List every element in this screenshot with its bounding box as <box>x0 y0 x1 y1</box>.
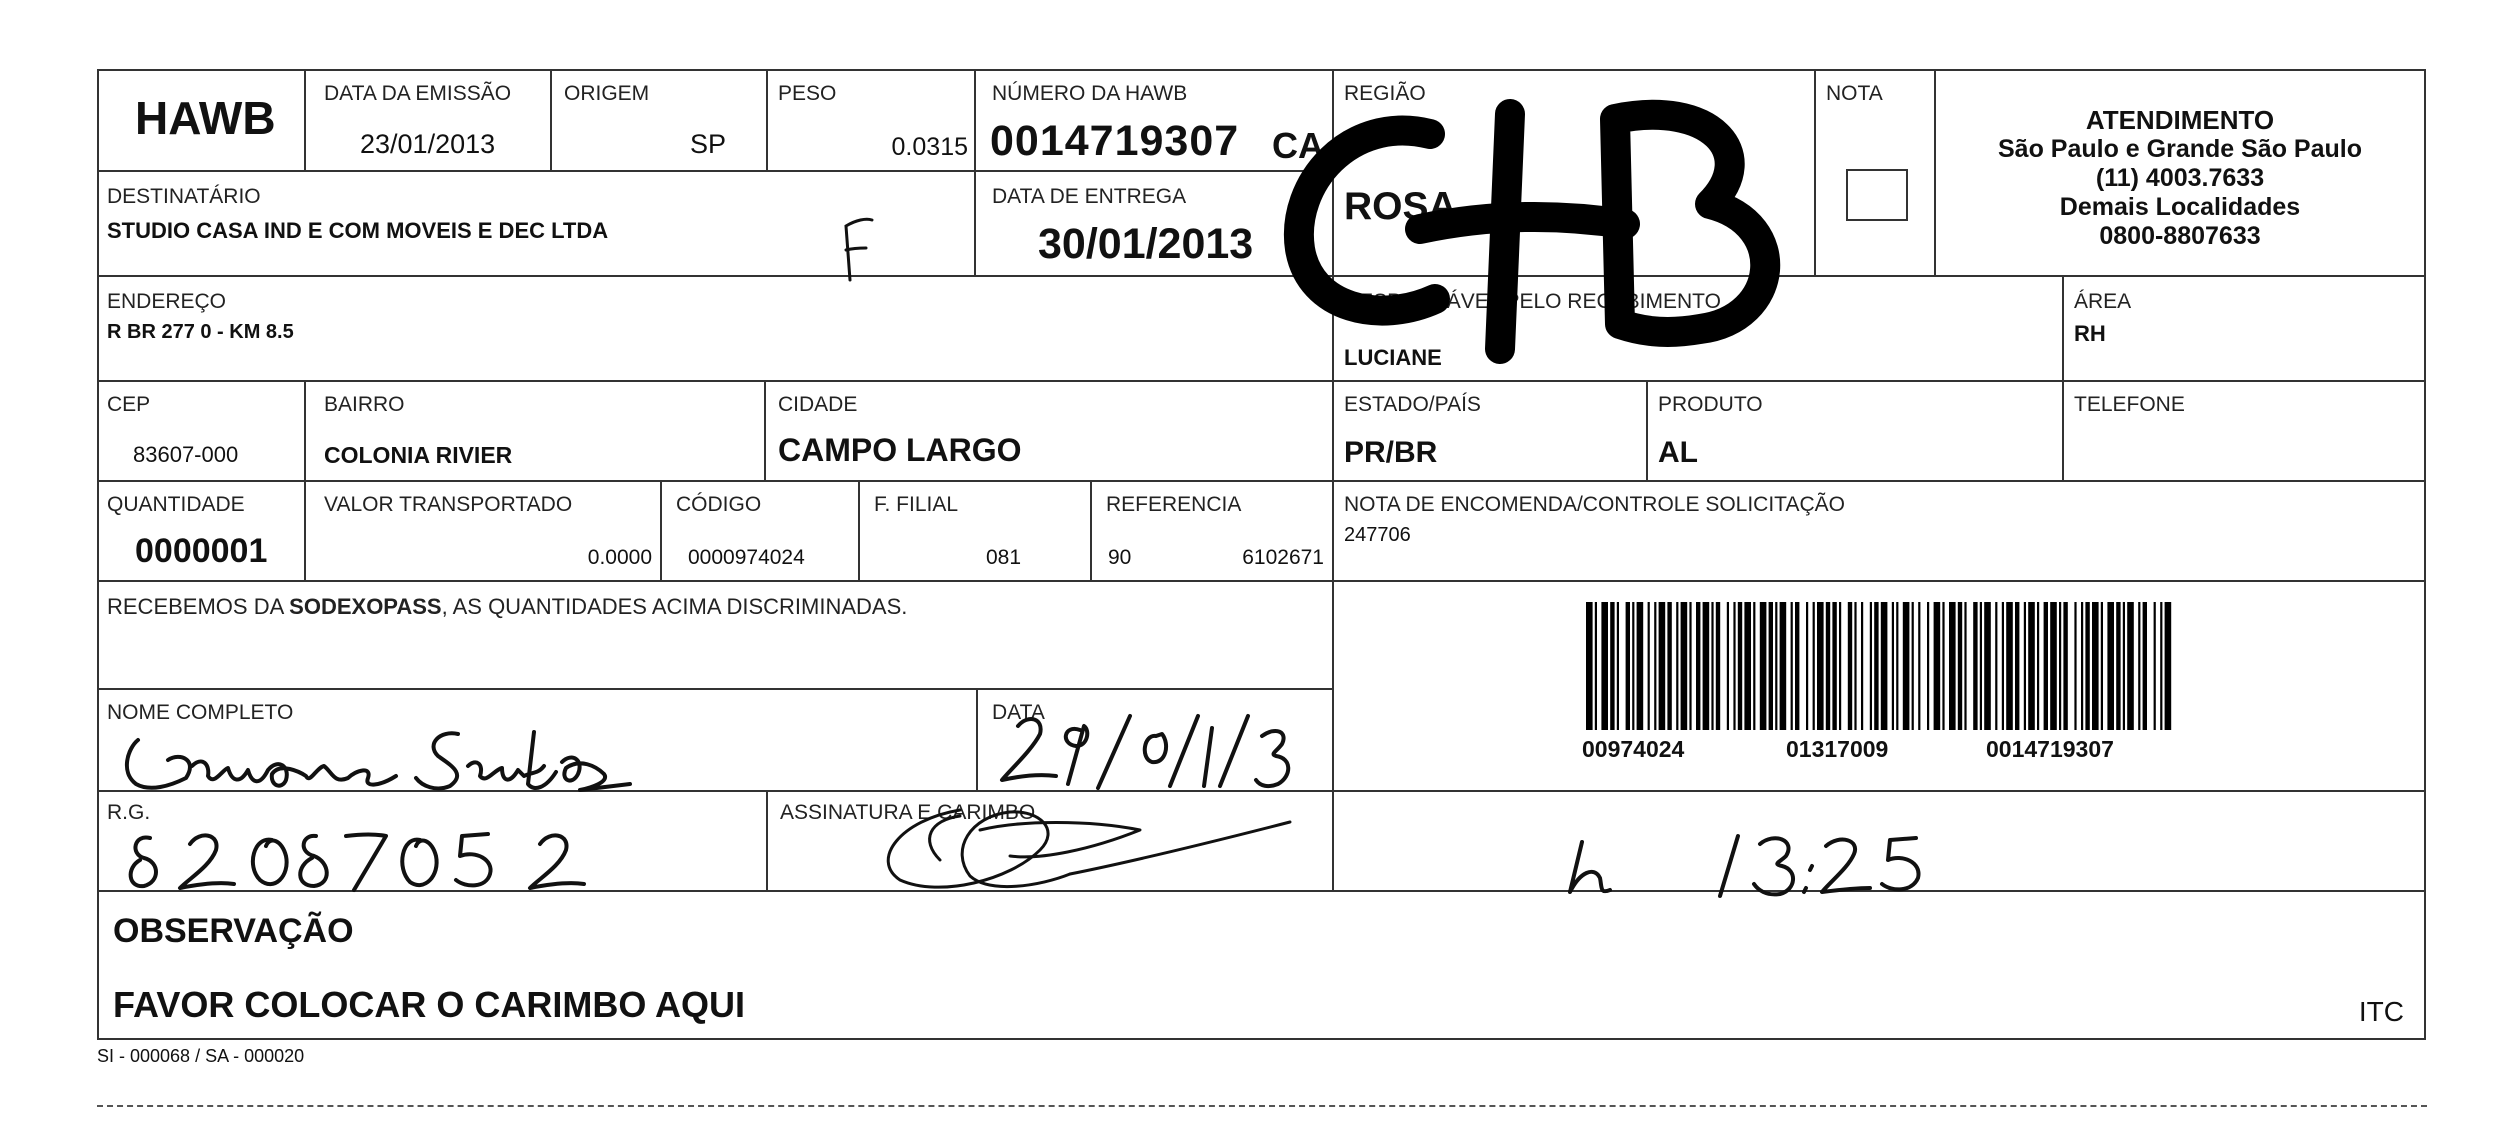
emission-value: 23/01/2013 <box>360 129 496 159</box>
barcode-bar <box>1995 602 1997 730</box>
value-label: VALOR TRANSPORTADO <box>324 493 573 516</box>
barcode-bar <box>2063 602 2067 730</box>
barcode-bar <box>1648 602 1650 730</box>
barcode-bar <box>2101 602 2103 730</box>
barcode-bar <box>1973 602 1977 730</box>
barcode-bar <box>2107 602 2114 730</box>
city-value: CAMPO LARGO <box>778 432 1022 468</box>
recipient-value: STUDIO CASA IND E COM MOVEIS E DEC LTDA <box>107 218 609 243</box>
receipt-text-prefix: RECEBEMOS DA <box>107 594 284 619</box>
ref-cell <box>1090 480 1334 582</box>
delivery-value: 30/01/2013 <box>1038 220 1254 268</box>
responsible-value: LUCIANE <box>1344 345 1442 370</box>
weight-label: PESO <box>778 82 837 105</box>
barcode-bar <box>1861 602 1863 730</box>
phone-cell <box>2062 380 2426 482</box>
barcode-bar <box>1806 602 1808 730</box>
barcode-bar <box>1617 602 1619 730</box>
barcode-bar <box>1689 602 1691 730</box>
barcode-number-2: 01317009 <box>1786 736 1889 762</box>
recipient-label: DESTINATÁRIO <box>107 185 261 208</box>
handwritten-f <box>838 214 878 284</box>
barcode-bar <box>1727 602 1729 730</box>
branch-cell <box>858 480 1092 582</box>
barcode-bar <box>1892 602 1894 730</box>
address-cell <box>97 275 1334 382</box>
hawb-number-label: NÚMERO DA HAWB <box>992 82 1188 105</box>
barcode-bar <box>1659 602 1666 730</box>
value-cell <box>304 480 662 582</box>
barcode-bar <box>1703 602 1710 730</box>
barcode-bar <box>1760 602 1767 730</box>
district-value: COLONIA RIVIER <box>324 442 513 468</box>
date-label: DATA <box>992 701 1045 724</box>
barcode-bar <box>2044 602 2048 730</box>
district-cell <box>304 380 766 482</box>
product-label: PRODUTO <box>1658 393 1763 416</box>
barcode-bar <box>1795 602 1799 730</box>
phone-label: TELEFONE <box>2074 393 2185 416</box>
barcode-bar <box>1681 602 1688 730</box>
order-label: NOTA DE ENCOMENDA/CONTROLE SOLICITAÇÃO <box>1344 493 1845 516</box>
receipt-text <box>107 596 907 618</box>
barcode-bar <box>1626 602 1630 730</box>
barcode-bar <box>1958 602 1962 730</box>
note-cell <box>1814 69 1936 277</box>
barcode-bar <box>1942 602 1944 730</box>
qty-value: 0000001 <box>135 532 268 570</box>
code-value: 0000974024 <box>688 546 805 569</box>
barcode-bar <box>1949 602 1956 730</box>
state-value: PR/BR <box>1344 436 1438 469</box>
delivery-label: DATA DE ENTREGA <box>992 185 1187 208</box>
barcode-bar <box>1874 602 1878 730</box>
handwritten-signature <box>840 790 1320 900</box>
observation-title: OBSERVAÇÃO <box>113 912 354 950</box>
barcode-bar <box>1696 602 1700 730</box>
handwritten-time <box>1560 822 1980 902</box>
barcode-bar <box>2138 602 2140 730</box>
barcode-bar <box>1744 602 1751 730</box>
weight-value: 0.0315 <box>891 133 968 161</box>
support-cell <box>1934 69 2426 277</box>
barcode-bar <box>1832 602 1836 730</box>
support-line-3: Demais Localidades <box>2059 193 2301 221</box>
barcode-bar <box>2123 602 2125 730</box>
receipt-cell <box>97 580 1334 690</box>
branch-label: F. FILIAL <box>874 493 959 516</box>
hawb-suffix: CA <box>1272 125 1324 166</box>
footer-ref: SI - 000068 / SA - 000020 <box>97 1046 305 1066</box>
barcode-bar <box>2006 602 2013 730</box>
barcode-bar <box>2024 602 2026 730</box>
barcode-bar <box>2028 602 2035 730</box>
order-value: 247706 <box>1344 524 1411 546</box>
barcode-bar <box>2015 602 2019 730</box>
barcode-bar <box>1934 602 1941 730</box>
barcode-bar <box>1912 602 1914 730</box>
doc-title-cell <box>97 69 306 172</box>
stamp-mark-cb <box>1260 74 1800 374</box>
receipt-company: SODEXOPASS <box>289 594 442 619</box>
qty-label: QUANTIDADE <box>107 493 245 516</box>
region-label: REGIÃO <box>1344 82 1426 105</box>
barcode-bar <box>1848 602 1852 730</box>
observation-code: ITC <box>2358 996 2404 1027</box>
note-checkbox[interactable] <box>1846 169 1908 221</box>
doc-title: HAWB <box>135 92 276 144</box>
barcode-bar <box>1927 602 1929 730</box>
ref-label: REFERENCIA <box>1106 493 1242 516</box>
area-label: ÁREA <box>2074 290 2132 313</box>
barcode-bar <box>1775 602 1777 730</box>
barcode-bar <box>1753 602 1755 730</box>
weight-cell <box>766 69 976 172</box>
barcode-number-1: 00974024 <box>1582 736 1685 762</box>
handwritten-rg <box>110 816 650 896</box>
origin-value: SP <box>689 129 726 159</box>
barcode-bar <box>1854 602 1856 730</box>
handwritten-date <box>980 706 1320 792</box>
barcode-bar <box>1610 602 1614 730</box>
barcode-bar <box>1654 602 1656 730</box>
address-value: R BR 277 0 - KM 8.5 <box>107 321 294 343</box>
barcode-bar <box>1601 602 1608 730</box>
code-cell <box>660 480 860 582</box>
barcode-bar <box>1733 602 1735 730</box>
barcode-bar <box>2165 602 2172 730</box>
barcode-bar <box>2160 602 2162 730</box>
barcode-number-3: 0014719307 <box>1986 736 2114 762</box>
state-cell <box>1332 380 1648 482</box>
receipt-text-suffix: , AS QUANTIDADES ACIMA DISCRIMINADAS. <box>441 594 908 619</box>
barcode-bar <box>1586 602 1593 730</box>
district-label: BAIRRO <box>324 393 405 416</box>
cep-label: CEP <box>107 393 151 416</box>
hawb-number-value: 0014719307 <box>990 117 1240 165</box>
cep-value: 83607-000 <box>133 442 239 467</box>
product-cell <box>1646 380 2064 482</box>
area-value: RH <box>2074 321 2106 346</box>
barcode-bar <box>1980 602 1982 730</box>
barcode-bar <box>1870 602 1872 730</box>
barcode-bar <box>2081 602 2083 730</box>
barcode-bar <box>2037 602 2039 730</box>
signature-label: ASSINATURA E CARIMBO <box>780 801 1036 824</box>
barcode-bar <box>2143 602 2147 730</box>
value-value: 0.0000 <box>587 546 652 569</box>
barcode-bar <box>2127 602 2134 730</box>
code-label: CÓDIGO <box>676 493 762 516</box>
origin-cell <box>550 69 768 172</box>
rg-label: R.G. <box>107 801 151 824</box>
barcode-bar <box>1817 602 1824 730</box>
barcode-bar <box>1791 602 1793 730</box>
support-line-4: 0800-8807633 <box>2099 222 2261 250</box>
barcode-bar <box>1667 602 1671 730</box>
barcode-bar <box>1826 602 1830 730</box>
qty-cell <box>97 480 306 582</box>
barcode-bar <box>2002 602 2004 730</box>
barcode-bar <box>1780 602 1787 730</box>
barcode-bar <box>1769 602 1773 730</box>
support-line-2: (11) 4003.7633 <box>2095 164 2265 192</box>
emission-label: DATA DA EMISSÃO <box>324 82 512 105</box>
support-title: ATENDIMENTO <box>2085 105 2275 135</box>
barcode-bar <box>1632 602 1634 730</box>
barcode-bar <box>2059 602 2061 730</box>
state-label: ESTADO/PAÍS <box>1344 393 1481 416</box>
barcode-bar <box>2074 602 2076 730</box>
barcode-bar <box>1918 602 1920 730</box>
responsible-label: RESPONSÁVEL PELO RECEBIMENTO <box>1344 290 1721 313</box>
order-cell <box>1332 480 2426 582</box>
barcode-bar <box>1595 602 1597 730</box>
city-cell <box>764 380 1334 482</box>
barcode-bar <box>1896 602 1898 730</box>
barcode-bar <box>2085 602 2089 730</box>
barcode-bar <box>2154 602 2156 730</box>
cep-cell <box>97 380 306 482</box>
barcode-bar <box>1637 602 1644 730</box>
cut-line <box>97 1105 2427 1107</box>
barcode <box>1586 602 2166 730</box>
barcode-bar <box>1711 602 1713 730</box>
ref-value-a: 90 <box>1108 546 1132 569</box>
emission-cell <box>304 69 552 172</box>
origin-label: ORIGEM <box>564 82 650 105</box>
barcode-bar <box>1813 602 1815 730</box>
barcode-bar <box>2092 602 2099 730</box>
barcode-bar <box>1964 602 1966 730</box>
support-line-1: São Paulo e Grande São Paulo <box>1998 135 2362 163</box>
branch-value: 081 <box>986 546 1022 569</box>
note-label: NOTA <box>1826 82 1883 105</box>
product-value: AL <box>1658 436 1698 469</box>
observation-text: FAVOR COLOCAR O CARIMBO AQUI <box>113 984 745 1025</box>
barcode-bar <box>1903 602 1910 730</box>
barcode-bar <box>1738 602 1742 730</box>
observation-cell <box>97 890 2426 1040</box>
area-cell <box>2062 275 2426 382</box>
name-label: NOME COMPLETO <box>107 701 294 724</box>
ref-value-b: 6102671 <box>1242 546 1324 569</box>
barcode-bar <box>2050 602 2057 730</box>
city-label: CIDADE <box>778 393 858 416</box>
barcode-bar <box>1716 602 1720 730</box>
barcode-bar <box>1839 602 1841 730</box>
barcode-bar <box>1676 602 1678 730</box>
address-label: ENDEREÇO <box>107 290 227 313</box>
region-value: ROSA <box>1344 185 1457 228</box>
barcode-bar <box>1881 602 1888 730</box>
barcode-bar <box>2116 602 2120 730</box>
handwritten-name-signature <box>110 700 970 795</box>
barcode-bar <box>1984 602 1991 730</box>
barcode-cell <box>1332 580 2426 792</box>
